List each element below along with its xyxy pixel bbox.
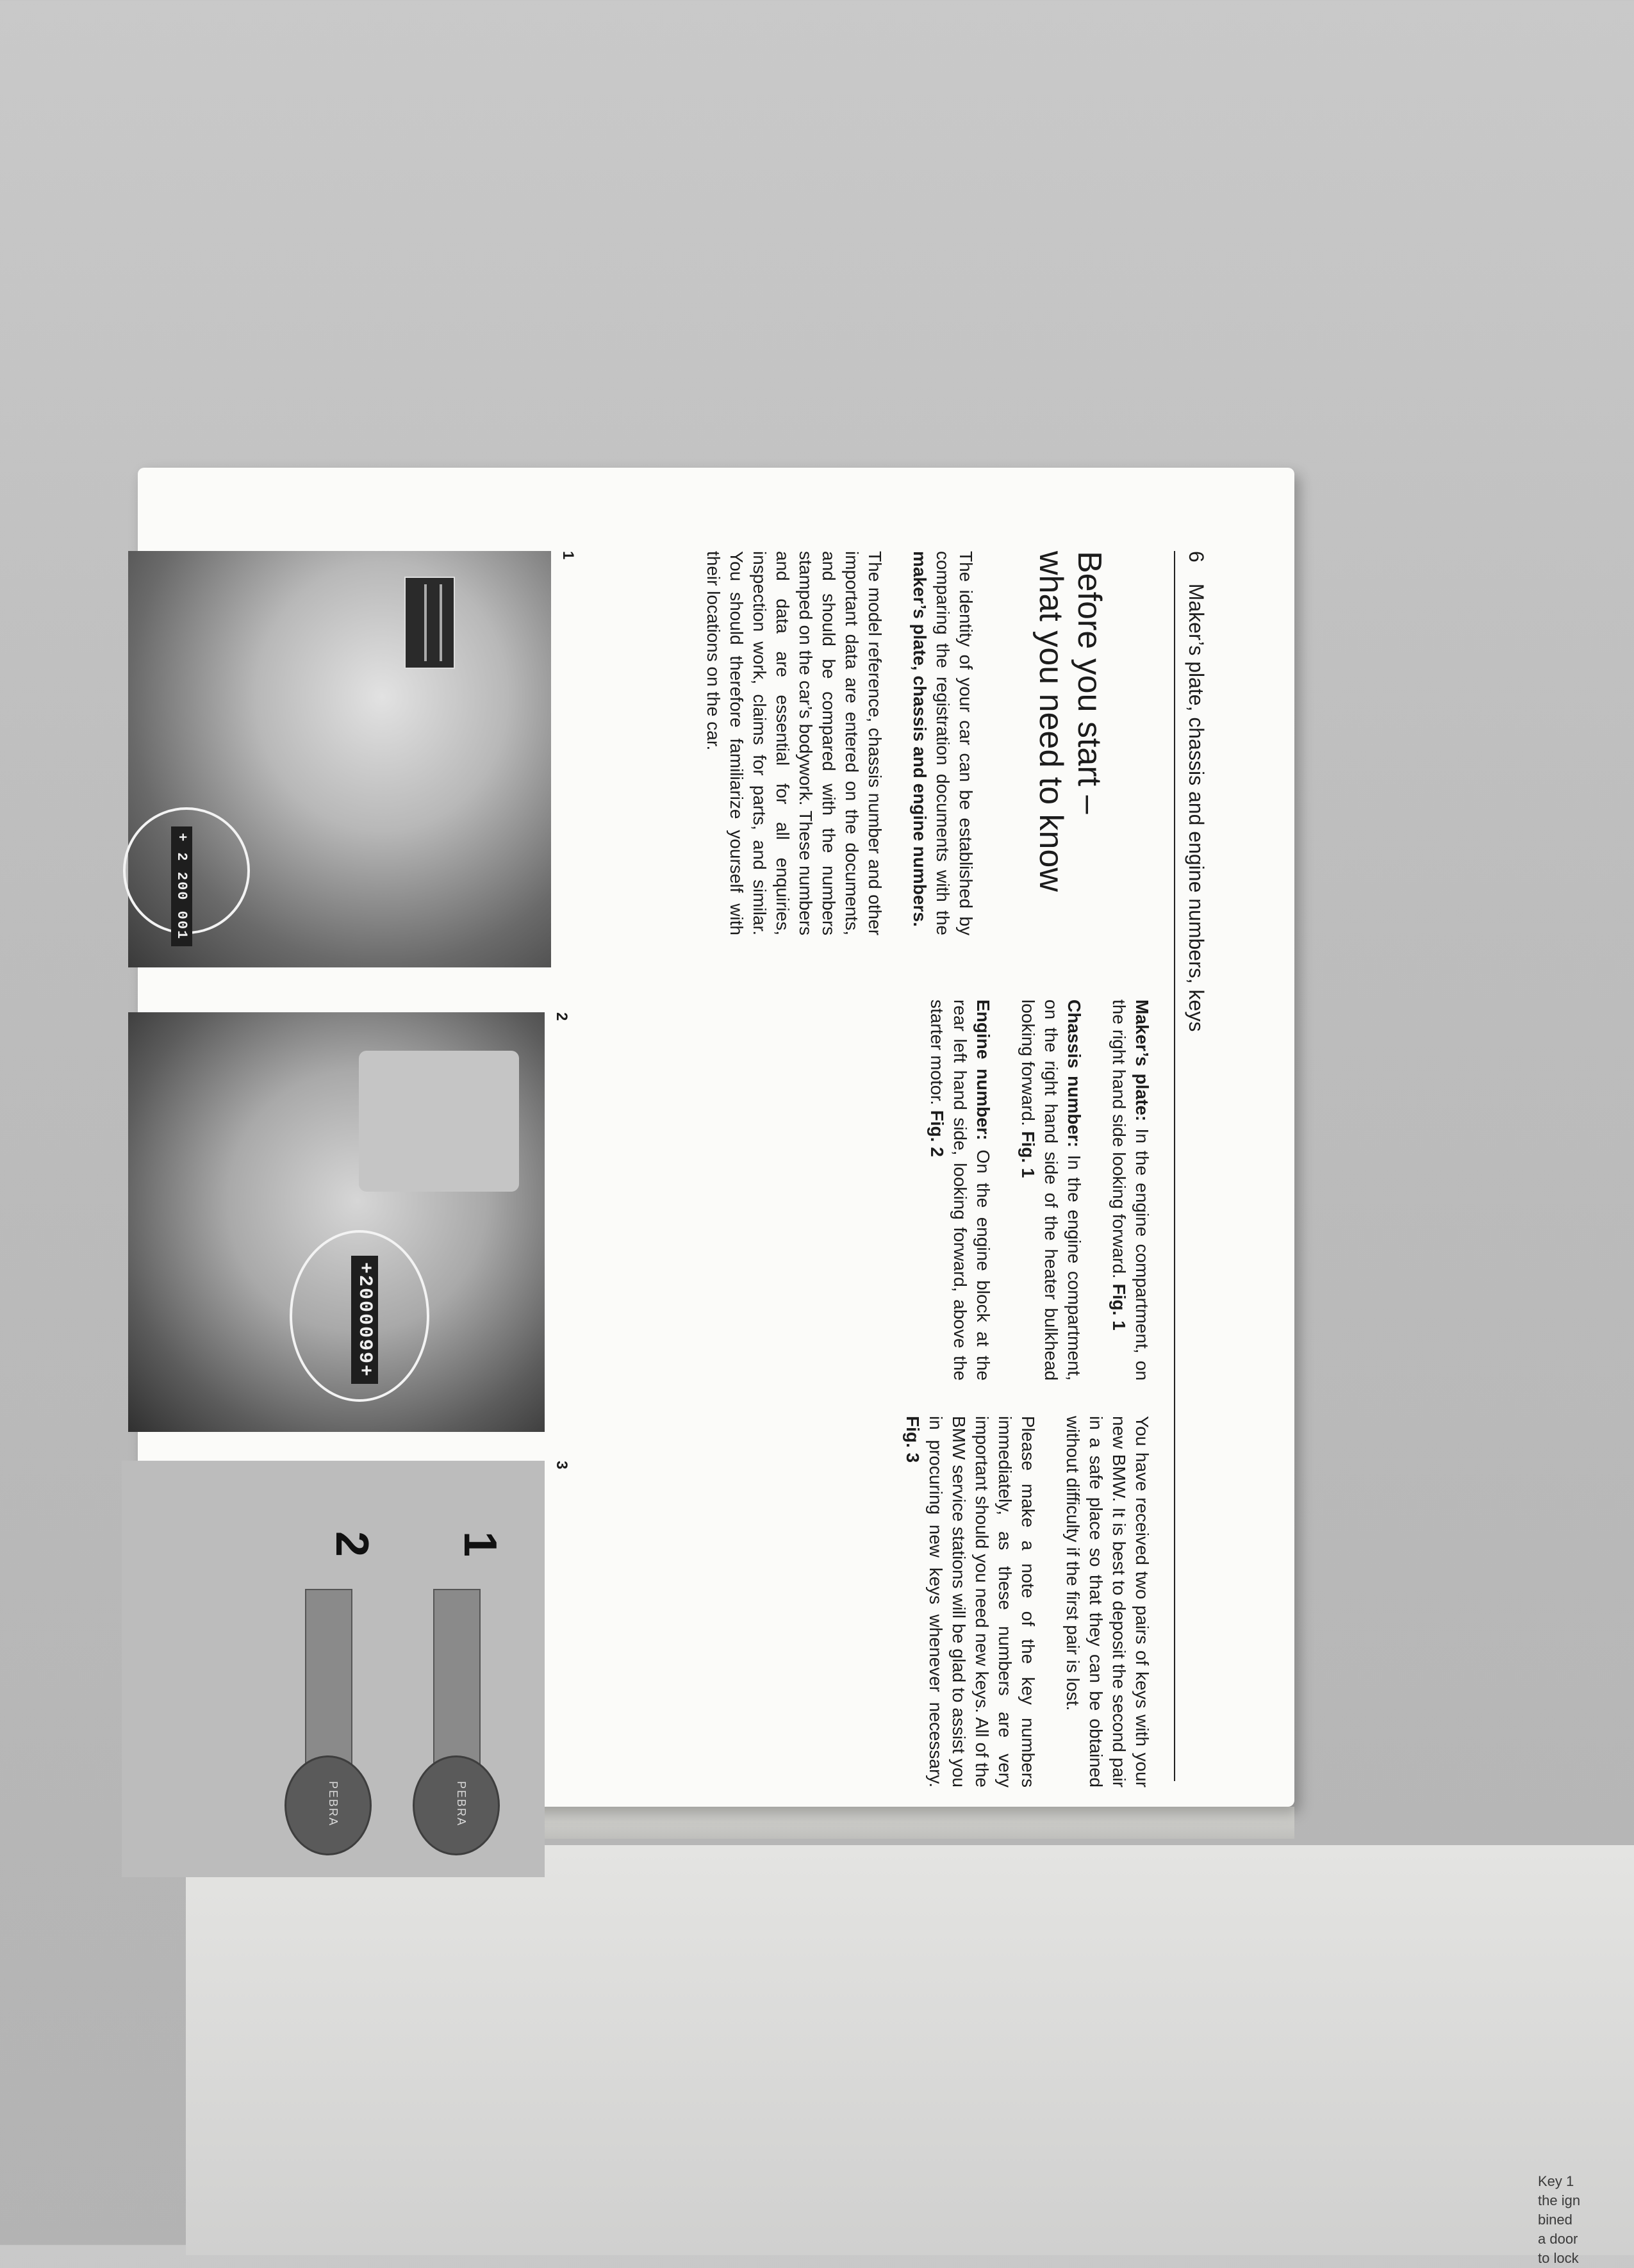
text-column-2: [904, 999, 1153, 1381]
chassis-number-paragraph: [1016, 999, 1085, 1381]
chassis-number-text: In the engine compartment, on the right hand side of the heater bulkhead looking forward.: [1018, 999, 1084, 1381]
keys-paragraph: You have received two pairs of keys with your new BMW. It is best to deposit the second pair in a safe place so that they can be obtained without difficulty if the first pair is lost.: [1063, 1416, 1152, 1787]
next-page-edge: [186, 1845, 1634, 2255]
makers-plate-fig-ref: Fig. 1: [1109, 1283, 1129, 1331]
figure-1-photo: [128, 551, 551, 967]
makers-plate-label: Maker’s plate:: [1132, 999, 1152, 1122]
chassis-number-stamp: + 2 200 001: [171, 826, 192, 946]
key-1-label: 1: [454, 1531, 506, 1557]
key-numbers-fig-ref: Fig. 3: [903, 1416, 923, 1463]
key-2-label: 2: [326, 1531, 377, 1557]
heading-line-1: Before you start –: [1071, 551, 1108, 814]
engine-number-fig-ref: Fig. 2: [927, 1110, 947, 1157]
engine-number-label: Engine number:: [973, 999, 993, 1140]
identity-paragraph: [908, 551, 977, 935]
text-column-1: [680, 551, 977, 935]
section-heading: [1032, 551, 1109, 923]
identity-bold: maker’s plate, chassis and engine numbers.: [910, 551, 930, 927]
figure-1-number: 1: [559, 551, 577, 560]
makers-plate-paragraph: [1107, 999, 1153, 1381]
page-number: 6: [1185, 551, 1208, 563]
chassis-number-label: Chassis number:: [1064, 999, 1084, 1148]
rotated-page-content: [77, 525, 1230, 1827]
figure-2-number: 2: [553, 1012, 570, 1021]
chassis-number-fig-ref: Fig. 1: [1018, 1131, 1038, 1178]
running-header: [1174, 551, 1208, 1781]
key-2-brand: PEBRA: [327, 1781, 340, 1827]
heading-line-2: what you need to know: [1032, 551, 1069, 892]
figure-3-number: 3: [553, 1461, 570, 1470]
identity-text: The identity of your car can be established by comparing the registration documents with the: [933, 551, 976, 935]
text-column-3: [879, 1416, 1153, 1787]
model-reference-paragraph: The model reference, chassis number and other important data are entered on the documents, and should be compared with the numbers stamped on the car’s bodywork. These numbers and data are essential for all enquiries, inspection work, claims for parts, and similar. You should therefore familiarize yourself with their locations on the car.: [704, 551, 885, 935]
figure-3-photo: [122, 1461, 545, 1877]
header-title: Maker’s plate, chassis and engine numbers, keys: [1185, 583, 1208, 1032]
key-numbers-paragraph: [901, 1416, 1039, 1787]
engine-number-stamp: +2000099+: [351, 1256, 378, 1384]
figure-2-photo: [128, 1012, 545, 1432]
engine-number-text: On the engine block at the rear left hand side, looking forward, above the starter motor.: [927, 999, 993, 1381]
makers-plate-text: In the engine compartment, on the right hand side looking forward.: [1109, 999, 1152, 1381]
key-numbers-text: Please make a note of the key numbers immediately, as these numbers are very important should you need new keys. All of the BMW service stations will be glad to assist you in procuring new keys whenever necessary.: [926, 1416, 1038, 1787]
makers-plate-image: [404, 577, 455, 669]
engine-block-image: [359, 1051, 519, 1192]
key-1-brand: PEBRA: [455, 1781, 468, 1827]
engine-number-paragraph: [925, 999, 994, 1381]
next-page-text-fragment: Key 1 the ign bined a door to lock: [1538, 2173, 1581, 2266]
